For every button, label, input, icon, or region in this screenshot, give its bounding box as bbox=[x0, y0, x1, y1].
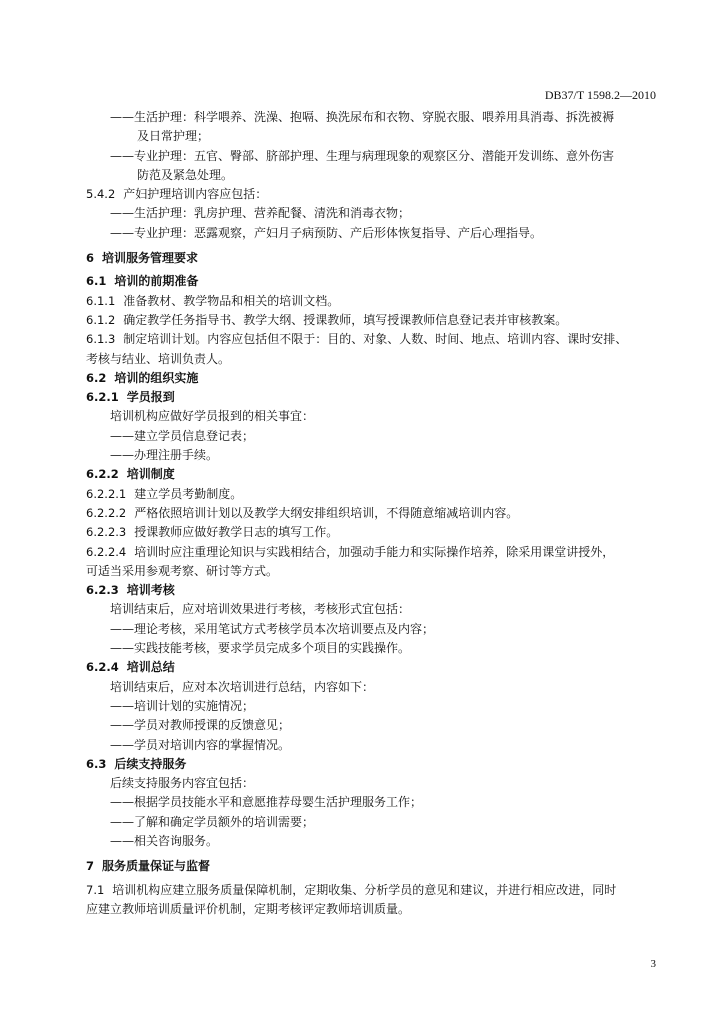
text-line bbox=[86, 774, 656, 793]
section-line bbox=[86, 272, 656, 291]
line-text: ——学员对培训内容的掌握情况。 bbox=[110, 737, 291, 752]
line-text: 考核与结业、培训负责人。 bbox=[86, 351, 231, 366]
text-line bbox=[86, 716, 656, 735]
line-text: ——建立学员信息登记表； bbox=[110, 428, 255, 443]
line-text: ——根据学员技能水平和意愿推荐母婴生活护理服务工作； bbox=[110, 795, 423, 810]
section-text: 培训考核 bbox=[126, 583, 175, 598]
line-text: ——了解和确定学员额外的培训需要； bbox=[110, 814, 315, 829]
text-line bbox=[86, 446, 656, 465]
line-text: 防范及紧急处理。 bbox=[137, 167, 234, 182]
section-text: 服务质量保证与监督 bbox=[102, 859, 211, 874]
section-line bbox=[86, 504, 656, 523]
section-line bbox=[86, 292, 656, 311]
section-number: 7 bbox=[86, 859, 95, 874]
section-number: 6.2.2.1 bbox=[86, 486, 127, 501]
text-line bbox=[86, 600, 656, 619]
text-line bbox=[86, 697, 656, 716]
section-text: 授课教师应做好教学日志的填写工作。 bbox=[134, 525, 339, 540]
section-line bbox=[86, 581, 656, 600]
section-number: 6.1.2 bbox=[86, 312, 116, 327]
line-text: ——学员对教师授课的反馈意见； bbox=[110, 718, 291, 733]
line-text: 及日常护理； bbox=[137, 129, 210, 144]
section-line bbox=[86, 881, 656, 900]
line-text: 培训机构应做好学员报到的相关事宜： bbox=[110, 409, 315, 424]
text-line bbox=[86, 127, 656, 146]
line-text: 应建立教师培训质量评价机制，定期考核评定教师培训质量。 bbox=[86, 901, 411, 916]
section-number: 6.2.3 bbox=[86, 583, 119, 598]
section-text: 培训的组织实施 bbox=[114, 370, 199, 385]
section-number: 6.1 bbox=[86, 274, 107, 289]
text-line bbox=[86, 813, 656, 832]
line-text: ——理论考核，采用笔试方式考核学员本次培训要点及内容； bbox=[110, 621, 435, 636]
section-number: 6.2.4 bbox=[86, 660, 119, 675]
section-text: 严格依照培训计划以及教学大纲安排组织培训，不得随意缩减培训内容。 bbox=[134, 505, 519, 520]
text-line bbox=[86, 736, 656, 755]
section-number: 6.1.1 bbox=[86, 293, 116, 308]
line-text: ——专业护理：五官、臀部、脐部护理、生理与病理现象的观察区分、潜能开发训练、意外伤害 bbox=[110, 148, 615, 163]
text-line bbox=[86, 350, 656, 369]
section-text: 后续支持服务 bbox=[114, 756, 187, 771]
section-line bbox=[86, 311, 656, 330]
section-number: 6.3 bbox=[86, 756, 107, 771]
line-text: ——专业护理：恶露观察，产妇月子病预防、产后形体恢复指导、产后心理指导。 bbox=[110, 225, 543, 240]
section-text: 建立学员考勤制度。 bbox=[134, 486, 243, 501]
section-line bbox=[86, 249, 656, 268]
section-text: 产妇护理培训内容应包括： bbox=[123, 187, 268, 202]
text-line bbox=[86, 639, 656, 658]
section-text: 培训总结 bbox=[126, 660, 175, 675]
section-number: 6.2 bbox=[86, 370, 107, 385]
section-line bbox=[86, 543, 656, 562]
section-text: 培训服务管理要求 bbox=[102, 251, 199, 266]
section-line bbox=[86, 857, 656, 876]
line-text: 培训结束后，应对培训效果进行考核，考核形式宜包括： bbox=[110, 602, 411, 617]
section-number: 6.2.2 bbox=[86, 467, 119, 482]
section-text: 培训的前期准备 bbox=[114, 274, 199, 289]
section-text: 学员报到 bbox=[126, 390, 175, 405]
line-text: ——培训计划的实施情况； bbox=[110, 698, 255, 713]
page-number: 3 bbox=[650, 958, 656, 970]
line-text: ——办理注册手续。 bbox=[110, 448, 219, 463]
text-line bbox=[86, 620, 656, 639]
section-number: 5.4.2 bbox=[86, 187, 116, 202]
text-line bbox=[86, 224, 656, 243]
text-line bbox=[86, 166, 656, 185]
document-body bbox=[86, 108, 656, 919]
text-line bbox=[86, 900, 656, 919]
text-line bbox=[86, 407, 656, 426]
section-number: 6.2.1 bbox=[86, 390, 119, 405]
section-line bbox=[86, 330, 656, 349]
section-line bbox=[86, 523, 656, 542]
line-text: ——生活护理：科学喂养、洗澡、抱嗝、换洗尿布和衣物、穿脱衣服、喂养用具消毒、拆洗被褥 bbox=[110, 110, 615, 124]
section-line bbox=[86, 658, 656, 677]
section-number: 6 bbox=[86, 251, 95, 266]
line-text: ——相关咨询服务。 bbox=[110, 833, 219, 848]
line-text: ——实践技能考核，要求学员完成多个项目的实践操作。 bbox=[110, 641, 411, 656]
section-text: 确定教学任务指导书、教学大纲、授课教师，填写授课教师信息登记表并审核教案。 bbox=[123, 312, 568, 327]
line-text: 可适当采用参观考察、研讨等方式。 bbox=[86, 563, 279, 578]
section-line bbox=[86, 465, 656, 484]
section-text: 制定培训计划。内容应包括但不限于：目的、对象、人数、时间、地点、培训内容、课时安排、 bbox=[123, 332, 628, 347]
section-line bbox=[86, 388, 656, 407]
section-text: 培训制度 bbox=[126, 467, 175, 482]
section-line bbox=[86, 485, 656, 504]
text-line bbox=[86, 108, 656, 127]
text-line bbox=[86, 147, 656, 166]
section-line bbox=[86, 755, 656, 774]
text-line bbox=[86, 204, 656, 223]
section-number: 6.1.3 bbox=[86, 332, 116, 347]
text-line bbox=[86, 427, 656, 446]
section-text: 培训机构应建立服务质量保障机制，定期收集、分析学员的意见和建议，并进行相应改进，同时 bbox=[112, 882, 617, 897]
text-line bbox=[86, 793, 656, 812]
line-text: 后续支持服务内容宜包括： bbox=[110, 776, 255, 791]
line-text: ——生活护理：乳房护理、营养配餐、清洗和消毒衣物； bbox=[110, 206, 411, 221]
section-line bbox=[86, 185, 656, 204]
section-number: 6.2.2.4 bbox=[86, 544, 127, 559]
section-number: 6.2.2.2 bbox=[86, 505, 127, 520]
text-line bbox=[86, 562, 656, 581]
section-number: 7.1 bbox=[86, 882, 105, 897]
text-line bbox=[86, 678, 656, 697]
section-text: 培训时应注重理论知识与实践相结合，加强动手能力和实际操作培养，除采用课堂讲授外， bbox=[134, 544, 615, 559]
line-text: 培训结束后，应对本次培训进行总结，内容如下： bbox=[110, 679, 375, 694]
section-text: 准备教材、教学物品和相关的培训文档。 bbox=[123, 293, 340, 308]
document-code: DB37/T 1598.2—2010 bbox=[544, 88, 656, 102]
section-number: 6.2.2.3 bbox=[86, 525, 127, 540]
text-line bbox=[86, 832, 656, 851]
section-line bbox=[86, 369, 656, 388]
